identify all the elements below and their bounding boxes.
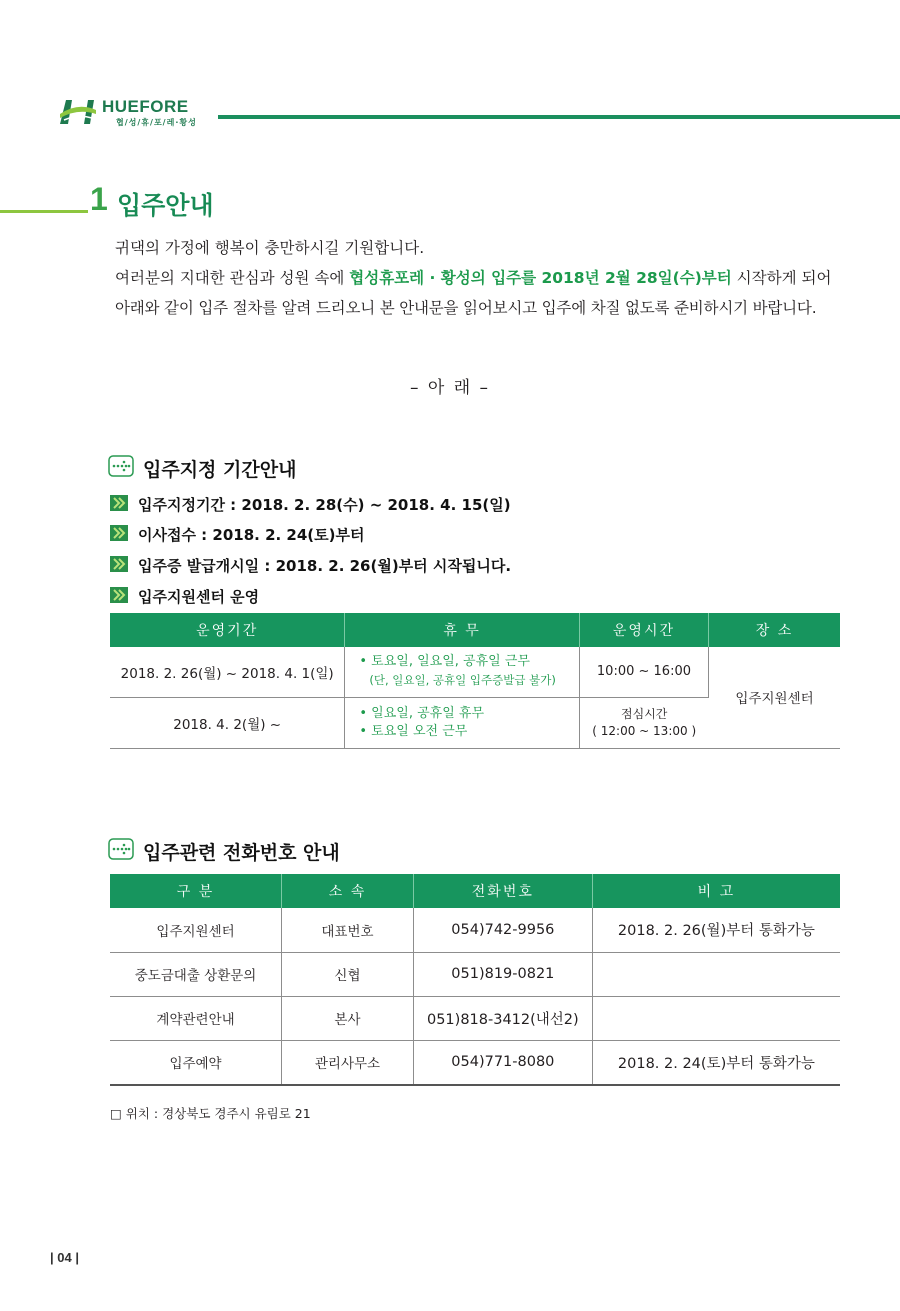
section-title: 입주안내 [117, 191, 214, 220]
lunch-label: 점심시간 [621, 706, 668, 721]
double-chevron-icon [110, 556, 128, 572]
off-days-cell [345, 647, 579, 697]
remark-cell: 2018. 2. 26(월)부터 통화가능 [592, 908, 840, 952]
intro-line-3: 아래와 같이 입주 절차를 알려 드리오니 본 안내문을 읽어보시고 입주에 차질 없도록 준비하시기 바랍니다. [115, 299, 817, 317]
phone-cell: 054)771-8080 [413, 1040, 592, 1085]
section-number: 1 [90, 181, 108, 217]
dotted-arrow-icon [108, 838, 134, 860]
phones-title: 입주관련 전화번호 안내 [143, 842, 340, 864]
phone-table [110, 874, 840, 1086]
intro-line-2-suffix: 시작하게 되어 [731, 269, 832, 287]
affiliation-cell: 신협 [282, 952, 414, 996]
double-chevron-icon [110, 587, 128, 603]
period-bullet-text: 입주지원센터 운영 [138, 588, 260, 606]
affiliation-cell: 대표번호 [282, 908, 414, 952]
place-cell: 입주지원센터 [709, 647, 840, 748]
col-header: 소 속 [282, 874, 414, 908]
page-number: | 04 | [50, 1250, 79, 1265]
category-cell: 입주지원센터 [110, 908, 282, 952]
period-bullet-text: 입주증 발급개시일 : 2018. 2. 26(월)부터 시작됩니다. [138, 557, 512, 575]
period-title: 입주지정 기간안내 [143, 459, 297, 481]
support-center-table [110, 613, 840, 749]
brand-logo [58, 94, 218, 134]
off-days-line: • 토요일 오전 근무 [359, 723, 468, 739]
double-chevron-icon [110, 495, 128, 511]
header-rule [218, 115, 900, 119]
remark-cell: 2018. 2. 24(토)부터 통화가능 [592, 1040, 840, 1085]
off-days-line: • 일요일, 공휴일 휴무 [359, 705, 485, 721]
phone-cell: 051)818-3412(내선2) [413, 996, 592, 1040]
double-chevron-icon [110, 525, 128, 541]
intro-line-2 [115, 266, 831, 288]
remark-cell [592, 996, 840, 1040]
affiliation-cell: 본사 [282, 996, 414, 1040]
col-header: 전화번호 [413, 874, 592, 908]
off-days-line: • 토요일, 일요일, 공휴일 근무 [359, 654, 530, 670]
lunch-cell [579, 697, 708, 748]
period-bullet-text: 입주지정기간 : 2018. 2. 28(수) ~ 2018. 4. 15(일) [138, 496, 511, 514]
intro-highlight: 협성휴포레 · 황성의 입주를 2018년 2월 28일(수)부터 [349, 269, 732, 287]
table-row [110, 1040, 840, 1085]
brand-subtitle: 협/성/휴/포/레·황성 [116, 118, 197, 127]
category-cell: 계약관련안내 [110, 996, 282, 1040]
affiliation-cell: 관리사무소 [282, 1040, 414, 1085]
phone-cell: 054)742-9956 [413, 908, 592, 952]
period-cell: 2018. 4. 2(월) ~ [110, 697, 345, 748]
col-header: 비 고 [592, 874, 840, 908]
hours-cell: 10:00 ~ 16:00 [579, 647, 708, 697]
category-cell: 중도금대출 상환문의 [110, 952, 282, 996]
col-header: 구 분 [110, 874, 282, 908]
table-row [110, 952, 840, 996]
dotted-arrow-icon [108, 455, 134, 477]
period-bullet-text: 이사접수 : 2018. 2. 24(토)부터 [138, 526, 365, 544]
below-heading: – 아 래 – [409, 378, 491, 398]
col-header: 운영기간 [110, 613, 345, 647]
intro-line-2-prefix: 여러분의 지대한 관심과 성원 속에 [115, 269, 350, 287]
col-header: 휴 무 [345, 613, 579, 647]
category-cell: 입주예약 [110, 1040, 282, 1085]
off-days-note: (단, 일요일, 공휴일 입주증발급 불가) [369, 673, 556, 688]
table-header-row [110, 874, 840, 908]
section-rule [0, 210, 88, 213]
table-row [110, 647, 840, 697]
lunch-time: ( 12:00 ~ 13:00 ) [592, 723, 697, 738]
huefore-logo-icon [58, 96, 98, 126]
location-note: □ 위치 : 경상북도 경주시 유림로 21 [110, 1106, 311, 1121]
table-row [110, 996, 840, 1040]
table-header-row [110, 613, 840, 647]
table-row [110, 908, 840, 952]
phone-cell: 051)819-0821 [413, 952, 592, 996]
brand-name: HUEFORE [102, 97, 189, 116]
period-cell: 2018. 2. 26(월) ~ 2018. 4. 1(일) [110, 647, 345, 697]
remark-cell [592, 952, 840, 996]
col-header: 장 소 [709, 613, 840, 647]
intro-line-1: 귀댁의 가정에 행복이 충만하시길 기원합니다. [115, 239, 425, 257]
off-days-cell [345, 697, 579, 748]
col-header: 운영시간 [579, 613, 708, 647]
